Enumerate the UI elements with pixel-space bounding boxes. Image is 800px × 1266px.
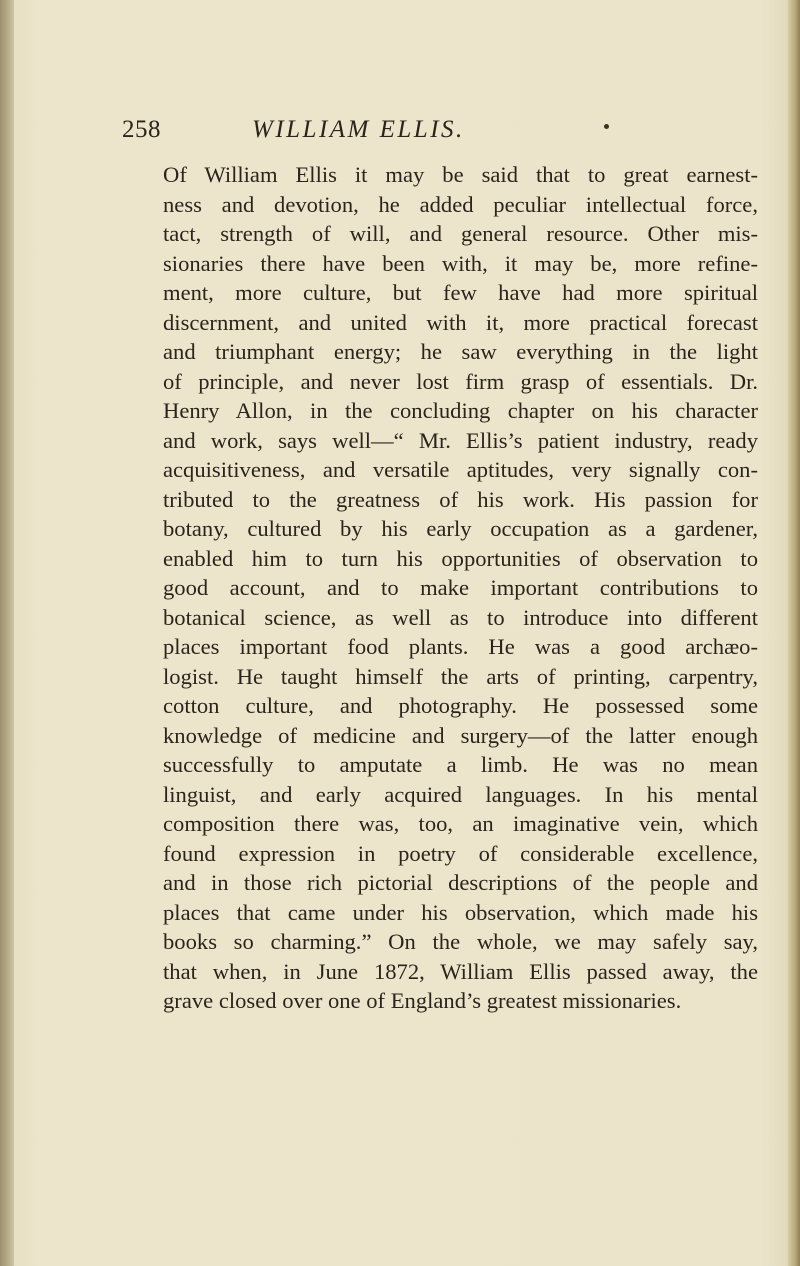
text-line: botanical science, as well as to introduce into different xyxy=(163,604,758,630)
text-line: and work, says well—“ Mr. Ellis’s patient industry, ready xyxy=(163,427,758,453)
text-line: knowledge of medicine and surgery—of the latter enough xyxy=(163,722,758,748)
text-line: tact, strength of will, and general resource. Other mis- xyxy=(163,221,758,246)
ink-dot xyxy=(604,124,609,129)
body-paragraph xyxy=(163,160,758,1016)
text-line: cotton culture, and photography. He possessed some xyxy=(163,693,758,718)
text-line: places important food plants. He was a good archæo- xyxy=(163,634,758,659)
text-line: acquisitiveness, and versatile aptitudes, very signally con- xyxy=(163,457,758,482)
text-line: Of William Ellis it may be said that to great earnest- xyxy=(163,162,758,187)
binding-shadow xyxy=(0,0,14,1266)
text-line: books so charming.” On the whole, we may safely say, xyxy=(163,929,758,954)
text-line: and in those rich pictorial descriptions of the people and xyxy=(163,870,758,895)
text-line: of principle, and never lost firm grasp of essentials. Dr. xyxy=(163,368,758,394)
text-line: discernment, and united with it, more practical forecast xyxy=(163,309,758,335)
text-line: successfully to amputate a limb. He was no mean xyxy=(163,752,758,777)
text-line: that when, in June 1872, William Ellis passed away, the xyxy=(163,958,758,984)
running-title: WILLIAM ELLIS. xyxy=(252,116,465,143)
page-edge xyxy=(788,0,800,1266)
text-line: and triumphant energy; he saw everything in the light xyxy=(163,339,758,364)
page-number: 258 xyxy=(122,116,161,143)
text-line: botany, cultured by his early occupation as a gardener, xyxy=(163,516,758,541)
text-line: logist. He taught himself the arts of printing, carpentry, xyxy=(163,663,758,689)
text-line: sionaries there have been with, it may be, more refine- xyxy=(163,250,758,276)
text-line: good account, and to make important contributions to xyxy=(163,575,758,600)
text-line: linguist, and early acquired languages. In his mental xyxy=(163,781,758,807)
text-line: places that came under his observation, which made his xyxy=(163,899,758,925)
text-line: Henry Allon, in the concluding chapter on his character xyxy=(163,398,758,423)
text-line: ment, more culture, but few have had more spiritual xyxy=(163,280,758,305)
text-line: composition there was, too, an imaginative vein, which xyxy=(163,811,758,836)
text-line: grave closed over one of England’s greatest missionaries. xyxy=(163,988,682,1013)
text-line: enabled him to turn his opportunities of observation to xyxy=(163,545,758,571)
text-line: found expression in poetry of considerable excellence, xyxy=(163,840,758,866)
text-line: tributed to the greatness of his work. His passion for xyxy=(163,486,758,512)
text-line: ness and devotion, he added peculiar intellectual force, xyxy=(163,191,758,217)
running-head xyxy=(122,116,682,150)
